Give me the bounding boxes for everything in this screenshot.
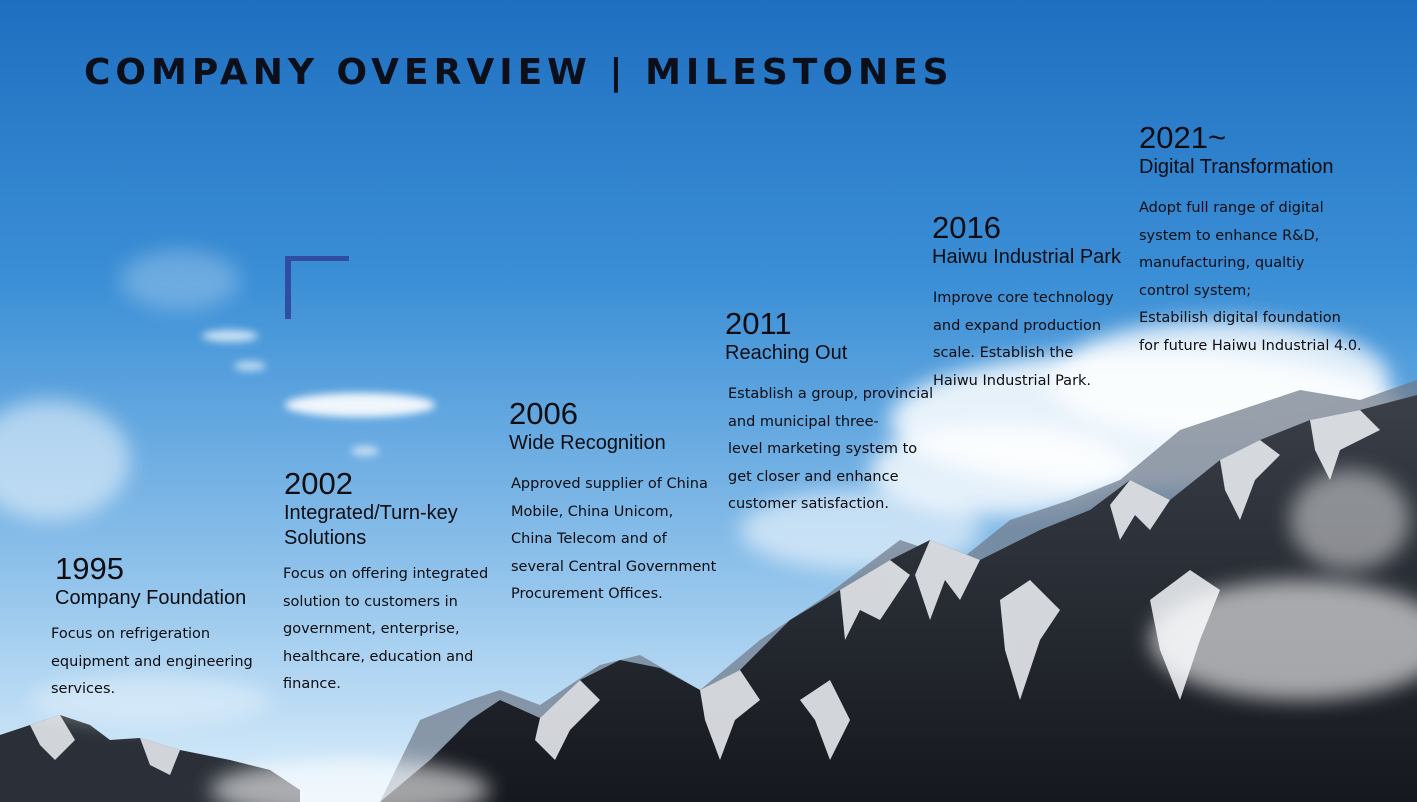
milestone-description: Establish a group, provincial and municipal three- level marketing system to get closer and enhance customer satisfaction.: [728, 386, 934, 512]
milestone-year: 2006: [509, 396, 578, 431]
milestone-year: 2016: [932, 210, 1001, 245]
milestone-description: Adopt full range of digital system to enhance R&D, manufacturing, qualtiy control system; Estabilish digital foundation for future Haiwu Industrial 4.0.: [1139, 200, 1362, 354]
milestone-1995: [51, 551, 270, 704]
milestone-2006: [509, 397, 724, 609]
milestone-description: Improve core technology and expand production scale. Establish the Haiwu Industrial Park.: [933, 290, 1114, 389]
page-title: COMPANY OVERVIEW | MILESTONES: [84, 52, 954, 93]
milestone-2021: [1139, 121, 1384, 360]
milestone-heading: Company Foundation: [55, 587, 247, 609]
milestone-year: 1995: [55, 551, 124, 586]
milestone-year: 2021~: [1139, 120, 1227, 155]
milestone-description: Approved supplier of China Mobile, China Unicom, China Telecom and of several Central Government Procurement Offices.: [511, 476, 717, 602]
milestone-heading: Reaching Out: [725, 342, 848, 364]
corner-bracket-decoration: [285, 256, 349, 319]
milestone-2002: [284, 467, 499, 699]
milestone-description: Focus on refrigeration equipment and engineering services.: [51, 626, 253, 697]
milestone-2011: [725, 307, 940, 519]
milestone-year: 2011: [725, 306, 792, 341]
milestone-heading: Haiwu Industrial Park: [932, 246, 1121, 268]
milestone-heading: Integrated/Turn-key Solutions: [284, 502, 458, 549]
milestone-heading: Digital Transformation: [1139, 156, 1334, 178]
milestone-year: 2002: [284, 466, 353, 501]
milestone-description: Focus on offering integrated solution to customers in government, enterprise, healthcare, education and finance.: [283, 566, 489, 692]
milestone-heading: Wide Recognition: [509, 432, 666, 454]
milestone-2016: [932, 211, 1137, 395]
